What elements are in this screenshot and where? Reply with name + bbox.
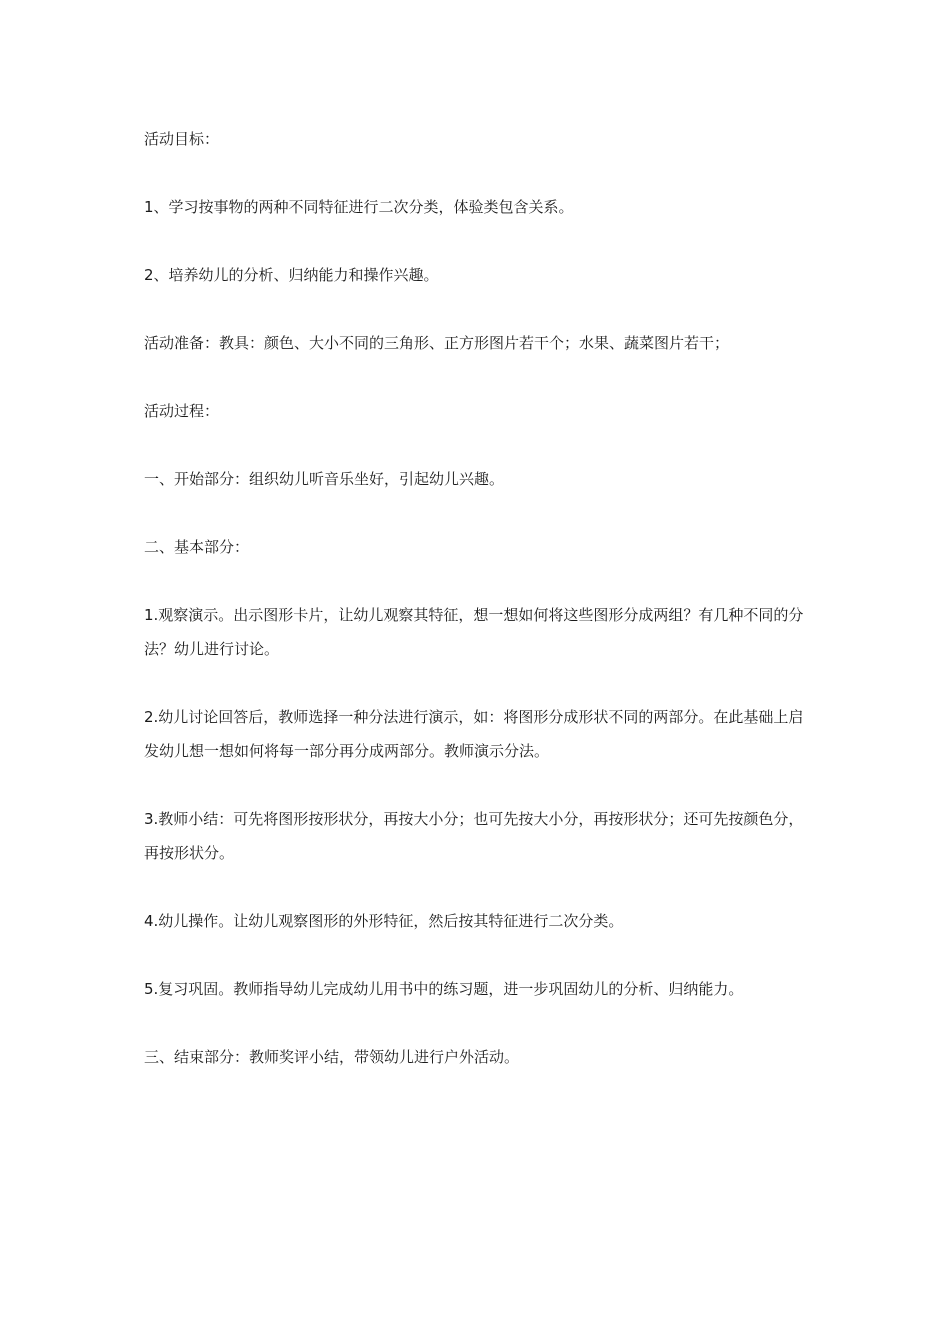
basic-step-2: 2.幼儿讨论回答后，教师选择一种分法进行演示，如：将图形分成形状不同的两部分。在此基础上启发幼儿想一想如何将每一部分再分成两部分。教师演示分法。: [144, 708, 804, 760]
process-basic-section-heading: 二、基本部分：: [144, 538, 250, 556]
process-end-section: 三、结束部分：教师奖评小结，带领幼儿进行户外活动。: [144, 1048, 520, 1066]
basic-step-4: 4.幼儿操作。让幼儿观察图形的外形特征，然后按其特征进行二次分类。: [144, 912, 624, 930]
basic-step-1: 1.观察演示。出示图形卡片，让幼儿观察其特征，想一想如何将这些图形分成两组？有几种不同的分法？幼儿进行讨论。: [144, 606, 804, 658]
process-start-section: 一、开始部分：组织幼儿听音乐坐好，引起幼儿兴趣。: [144, 470, 505, 488]
activity-preparation: 活动准备：教具：颜色、大小不同的三角形、正方形图片若干个；水果、蔬菜图片若干；: [144, 334, 730, 352]
basic-step-5: 5.复习巩固。教师指导幼儿完成幼儿用书中的练习题，进一步巩固幼儿的分析、归纳能力。: [144, 980, 744, 998]
heading-activity-process: 活动过程：: [144, 402, 220, 420]
basic-step-3: 3.教师小结：可先将图形按形状分，再按大小分；也可先按大小分，再按形状分；还可先按颜色分，再按形状分。: [144, 810, 804, 862]
goal-item-2: 2、培养幼儿的分析、归纳能力和操作兴趣。: [144, 266, 439, 284]
goal-item-1: 1、学习按事物的两种不同特征进行二次分类，体验类包含关系。: [144, 198, 574, 216]
document-body: [144, 122, 816, 1108]
heading-activity-goals: 活动目标：: [144, 130, 220, 148]
